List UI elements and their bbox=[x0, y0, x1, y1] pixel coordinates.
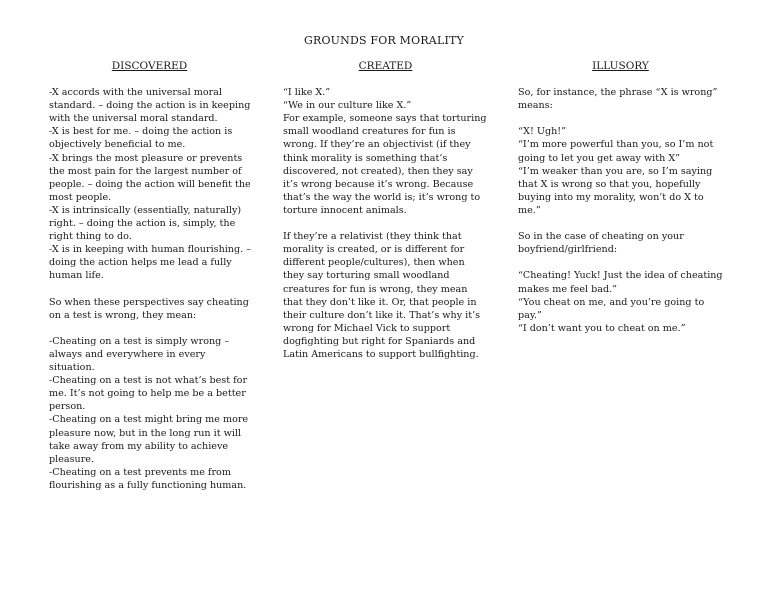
paragraph bbox=[49, 296, 254, 322]
text-line: “You cheat on me, and you’re going to pay.” bbox=[518, 296, 705, 321]
text-line: “I’m more powerful than you, so I’m not going to let you get away with X” bbox=[518, 139, 714, 164]
paragraph bbox=[283, 86, 488, 217]
text-line: -Cheating on a test prevents me from flourishing as a fully functioning human. bbox=[49, 466, 247, 491]
text-line: For example, someone says that torturing small woodland creatures for fun is wrong. If they’re an objectivist (if they think morality is something that’s discovered, not created), then they say it’s wrong because it’s wrong. Because that’s the way the world is; it’s wrong to torture innocent animals. bbox=[283, 113, 487, 216]
column-discovered bbox=[49, 60, 254, 505]
text-line: So when these perspectives say cheating on a test is wrong, they mean: bbox=[49, 296, 249, 321]
text-line: -X is in keeping with human flourishing. – doing the action helps me lead a fully human life. bbox=[49, 244, 252, 282]
text-line: “I don’t want you to cheat on me.” bbox=[518, 322, 686, 334]
text-line: -X brings the most pleasure or prevents the most pain for the largest number of people. – doing the action will benefit the most people. bbox=[49, 152, 251, 203]
text-line: If they’re a relativist (they think that morality is created, or is different for different people/cultures), then when they say torturing small woodland creatures for fun is wrong, they mean that they don’t like it. Or, that people in their culture don’t like it. That’s why it’s wrong for Michael Vick to support dogfighting but right for Spaniards and Latin Americans to support bullfighting. bbox=[283, 231, 481, 360]
text-line: “We in our culture like X.” bbox=[283, 100, 412, 112]
column-heading: ILLUSORY bbox=[592, 60, 649, 72]
paragraph bbox=[283, 230, 488, 361]
text-line: -Cheating on a test might bring me more pleasure now, but in the long run it will take away from my ability to achieve pleasure. bbox=[49, 414, 249, 465]
column-heading: DISCOVERED bbox=[111, 60, 188, 72]
text-line: -Cheating on a test is simply wrong – always and everywhere in every situation. bbox=[49, 335, 230, 374]
text-line: -X is intrinsically (essentially, naturally) right. – doing the action is, simply, the right thing to do. bbox=[49, 204, 242, 243]
paragraph bbox=[518, 230, 723, 256]
column-heading: CREATED bbox=[358, 60, 413, 72]
paragraph bbox=[518, 269, 723, 334]
text-line: “Cheating! Yuck! Just the idea of cheating makes me feel bad.” bbox=[518, 270, 723, 295]
text-line: -Cheating on a test is not what’s best for me. It’s not going to help me be a better person. bbox=[49, 375, 248, 413]
text-line: So in the case of cheating on your boyfriend/girlfriend: bbox=[518, 231, 684, 256]
text-line: “I like X.” bbox=[283, 87, 331, 99]
text-line: “X! Ugh!” bbox=[518, 126, 567, 138]
paragraph bbox=[49, 335, 254, 492]
page-title: GROUNDS FOR MORALITY bbox=[303, 34, 465, 47]
column-illusory bbox=[518, 60, 723, 348]
paragraph bbox=[518, 125, 723, 217]
paragraph bbox=[518, 86, 723, 112]
column-created bbox=[283, 60, 488, 374]
paragraph bbox=[49, 86, 254, 282]
text-line: -X accords with the universal moral standard. – doing the action is in keeping with the universal moral standard. bbox=[49, 87, 251, 125]
text-line: -X is best for me. – doing the action is objectively beneficial to me. bbox=[49, 126, 233, 151]
text-line: “I’m weaker than you are, so I’m saying that X is wrong so that you, hopefully buying into my morality, won’t do X to me.” bbox=[518, 165, 713, 216]
text-line: So, for instance, the phrase “X is wrong” means: bbox=[518, 87, 718, 112]
